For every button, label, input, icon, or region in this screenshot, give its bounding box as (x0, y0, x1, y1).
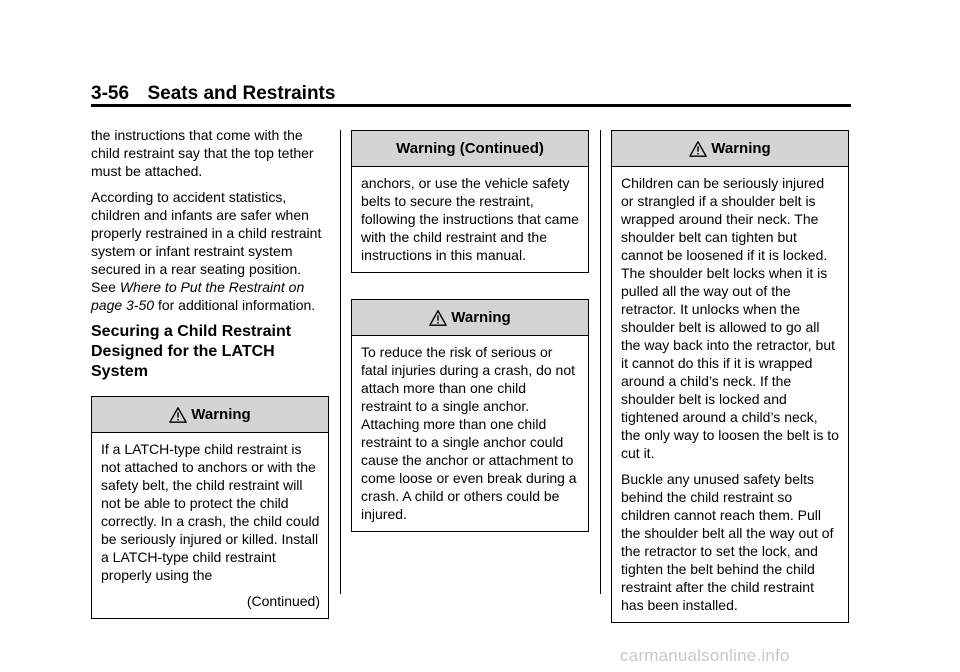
warning-triangle-icon (689, 140, 707, 158)
warning-box-latch (91, 396, 329, 619)
page-number: 3-56 (91, 83, 130, 104)
warning-text: Children can be seriously injured or strangled if a shoulder belt is wrapped around their neck. The shoulder belt can tighten but cannot be loosened if it is locked. The shoulder belt locks when it is pulled all the way out of the retractor. It unlocks when the shoulder belt is allowed to go all the way back into the retractor, but it cannot do this if it is wrapped around a child’s neck. If the shoulder belt is locked and tightened around a child’s neck, the only way to loosen the belt is to cut it. (621, 175, 839, 461)
warning-text: If a LATCH-type child restraint is not attached to anchors or with the safety belt, the child restraint will not be able to protect the child correctly. In a crash, the child could be seriously injured or killed. Install a LATCH-type child restraint properly using the (101, 441, 320, 583)
warning-box-shoulder-belt (611, 130, 849, 623)
warning-title: Warning (Continued) (396, 139, 544, 157)
column-1 (91, 126, 329, 619)
latch-heading: Securing a Child Restraint Designed for the LATCH System (91, 323, 292, 380)
column-3 (611, 130, 849, 623)
column-2 (351, 130, 589, 532)
warning-body (352, 167, 588, 272)
cross-reference-link[interactable]: Where to Put the Restraint on page 3-50 (91, 279, 305, 313)
warning-header (352, 300, 588, 336)
paragraph-accident-statistics: According to accident statistics, children and infants are safer when properly restrained in a child restraint system or infant restraint system secured in a rear seating position. See Where to Put the Restraint on page 3-50 for additional information. (91, 189, 322, 313)
warning-title: Warning (451, 308, 511, 326)
column-divider (600, 130, 601, 594)
paragraph-top-tether: the instructions that come with the child restraint say that the top tether must be attached. (91, 127, 314, 179)
warning-box-continued (351, 130, 589, 273)
warning-box-single-anchor (351, 299, 589, 532)
warning-triangle-icon (429, 309, 447, 327)
warning-body (612, 167, 848, 622)
warning-triangle-icon (169, 406, 187, 424)
watermark: carmanualsonline.info (620, 646, 790, 665)
warning-body (92, 433, 328, 618)
warning-text: To reduce the risk of serious or fatal injuries during a crash, do not attach more than one child restraint to a single anchor. Attaching more than one child restraint to a single anchor could cause the anchor or attachment to come loose or even break during a crash. A child or others could be injured. (361, 344, 577, 522)
warning-title: Warning (191, 405, 251, 423)
continued-label: (Continued) (246, 593, 320, 609)
warning-text: anchors, or use the vehicle safety belts to secure the restraint, following the instructions that came with the child restraint and the instructions in this manual. (361, 175, 579, 263)
header-rule (91, 104, 851, 107)
warning-title: Warning (711, 139, 771, 157)
section-title: Seats and Restraints (147, 83, 336, 104)
warning-header (92, 397, 328, 433)
warning-body (352, 336, 588, 531)
column-divider (340, 130, 341, 594)
page-header (91, 82, 851, 106)
warning-header (612, 131, 848, 167)
warning-text: Buckle any unused safety belts behind the child restraint so children cannot reach them. Pull the shoulder belt all the way out of the retractor to set the lock, and tighten the belt behind the child restraint after the child restraint has been installed. (621, 471, 834, 613)
warning-header (352, 131, 588, 167)
